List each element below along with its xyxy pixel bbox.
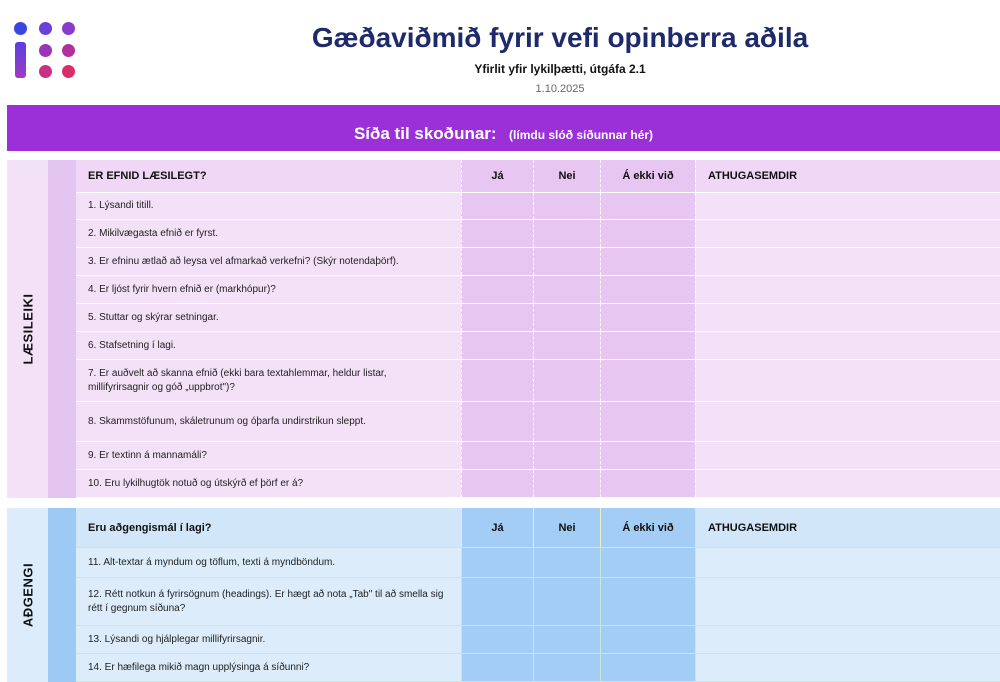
notes-cell[interactable] <box>695 402 1000 441</box>
col-yes: Já <box>461 160 533 192</box>
no-cell[interactable] <box>533 332 600 359</box>
col-notes: ATHUGASEMDIR <box>695 160 1000 192</box>
notes-cell[interactable] <box>695 248 1000 275</box>
yes-cell[interactable] <box>461 276 533 303</box>
na-cell[interactable] <box>600 332 695 359</box>
yes-cell[interactable] <box>461 654 533 681</box>
section-readability <box>7 160 1000 498</box>
yes-cell[interactable] <box>461 248 533 275</box>
na-cell[interactable] <box>600 578 695 625</box>
yes-cell[interactable] <box>461 402 533 441</box>
no-cell[interactable] <box>533 442 600 469</box>
logo-dot <box>62 22 75 35</box>
yes-cell[interactable] <box>461 220 533 247</box>
no-cell[interactable] <box>533 360 600 401</box>
question-text: 11. Alt-textar á myndum og töflum, texti á myndböndum. <box>76 548 461 577</box>
notes-cell[interactable] <box>695 304 1000 331</box>
notes-cell[interactable] <box>695 578 1000 625</box>
no-cell[interactable] <box>533 548 600 577</box>
table-row <box>76 360 1000 402</box>
no-cell[interactable] <box>533 578 600 625</box>
logo-dot <box>39 44 52 57</box>
table-row <box>76 654 1000 682</box>
no-cell[interactable] <box>533 304 600 331</box>
question-text: 12. Rétt notkun á fyrirsögnum (headings). Er hægt að nota „Tab" til að smella sig rétt í gegnum síðuna? <box>76 578 461 625</box>
na-cell[interactable] <box>600 193 695 219</box>
page-subtitle: Yfirlit yfir lykilþætti, útgáfa 2.1 <box>474 62 646 76</box>
na-cell[interactable] <box>600 654 695 681</box>
question-text: 7. Er auðvelt að skanna efnið (ekki bara textahlemmar, heldur listar, millifyrirsagnir og góð „uppbrot")? <box>76 360 461 401</box>
na-cell[interactable] <box>600 248 695 275</box>
na-cell[interactable] <box>600 220 695 247</box>
banner-label: Síða til skoðunar: <box>353 124 497 143</box>
col-yes: Já <box>461 508 533 547</box>
logo-dot <box>62 65 75 78</box>
col-na: Á ekki við <box>600 508 695 547</box>
section-heading: ER EFNID LÆSILEGT? <box>76 160 461 192</box>
na-cell[interactable] <box>600 402 695 441</box>
table-row <box>76 193 1000 220</box>
question-text: 13. Lýsandi og hjálplegar millifyrirsagnir. <box>76 626 461 653</box>
page-date: 1.10.2025 <box>535 83 585 95</box>
notes-cell[interactable] <box>695 548 1000 577</box>
yes-cell[interactable] <box>461 193 533 219</box>
question-text: 6. Stafsetning í lagi. <box>76 332 461 359</box>
notes-cell[interactable] <box>695 470 1000 497</box>
logo-dot <box>39 65 52 78</box>
section-label: AÐGENGI <box>7 508 48 682</box>
question-text: 9. Er textinn á mannamáli? <box>76 442 461 469</box>
table-row <box>76 548 1000 578</box>
logo-dot <box>62 44 75 57</box>
na-cell[interactable] <box>600 276 695 303</box>
no-cell[interactable] <box>533 248 600 275</box>
logo-dot <box>39 22 52 35</box>
section-label: LÆSILEIKI <box>7 160 48 498</box>
yes-cell[interactable] <box>461 626 533 653</box>
notes-cell[interactable] <box>695 360 1000 401</box>
no-cell[interactable] <box>533 276 600 303</box>
notes-cell[interactable] <box>695 654 1000 681</box>
question-text: 4. Er ljóst fyrir hvern efnið er (markhópur)? <box>76 276 461 303</box>
no-cell[interactable] <box>533 402 600 441</box>
col-notes: ATHUGASEMDIR <box>695 508 1000 547</box>
banner-hint: (límdu slóð síðunnar hér) <box>509 128 654 142</box>
page-title: Gæðaviðmið fyrir vefi opinberra aðila <box>311 22 809 53</box>
col-no: Nei <box>533 160 600 192</box>
table-row <box>76 304 1000 332</box>
notes-cell[interactable] <box>695 626 1000 653</box>
na-cell[interactable] <box>600 442 695 469</box>
question-text: 8. Skammstöfunum, skáletrunum og óþarfa undirstrikun sleppt. <box>76 402 461 441</box>
question-text: 10. Eru lykilhugtök notuð og útskýrð ef þörf er á? <box>76 470 461 497</box>
table-row <box>76 332 1000 360</box>
yes-cell[interactable] <box>461 442 533 469</box>
table-row <box>76 402 1000 442</box>
no-cell[interactable] <box>533 220 600 247</box>
notes-cell[interactable] <box>695 276 1000 303</box>
yes-cell[interactable] <box>461 578 533 625</box>
yes-cell[interactable] <box>461 360 533 401</box>
question-text: 1. Lýsandi titill. <box>76 193 461 219</box>
question-text: 3. Er efninu ætlað að leysa vel afmarkað verkefni? (Skýr notendaþörf). <box>76 248 461 275</box>
table-row <box>76 626 1000 654</box>
no-cell[interactable] <box>533 626 600 653</box>
yes-cell[interactable] <box>461 548 533 577</box>
section-strip <box>48 160 76 498</box>
table-row <box>76 220 1000 248</box>
logo-dot <box>14 22 27 35</box>
question-text: 5. Stuttar og skýrar setningar. <box>76 304 461 331</box>
notes-cell[interactable] <box>695 193 1000 219</box>
table-row <box>76 578 1000 626</box>
na-cell[interactable] <box>600 304 695 331</box>
na-cell[interactable] <box>600 360 695 401</box>
notes-cell[interactable] <box>695 442 1000 469</box>
question-text: 14. Er hæfilega mikið magn upplýsinga á síðunni? <box>76 654 461 681</box>
no-cell[interactable] <box>533 470 600 497</box>
table-row <box>76 248 1000 276</box>
no-cell[interactable] <box>533 654 600 681</box>
table-header <box>76 160 1000 193</box>
table-row <box>76 442 1000 470</box>
yes-cell[interactable] <box>461 332 533 359</box>
table-row <box>76 276 1000 304</box>
url-banner[interactable] <box>7 105 1000 151</box>
question-text: 2. Mikilvægasta efnið er fyrst. <box>76 220 461 247</box>
no-cell[interactable] <box>533 193 600 219</box>
na-cell[interactable] <box>600 548 695 577</box>
logo <box>12 20 82 80</box>
notes-cell[interactable] <box>695 220 1000 247</box>
table-header <box>76 508 1000 548</box>
na-cell[interactable] <box>600 470 695 497</box>
col-no: Nei <box>533 508 600 547</box>
yes-cell[interactable] <box>461 470 533 497</box>
na-cell[interactable] <box>600 626 695 653</box>
section-heading: Eru aðgengismál í lagi? <box>76 508 461 547</box>
table-row <box>76 470 1000 498</box>
section-strip <box>48 508 76 682</box>
section-accessibility <box>7 508 1000 682</box>
notes-cell[interactable] <box>695 332 1000 359</box>
col-na: Á ekki við <box>600 160 695 192</box>
yes-cell[interactable] <box>461 304 533 331</box>
logo-bar <box>15 42 26 78</box>
